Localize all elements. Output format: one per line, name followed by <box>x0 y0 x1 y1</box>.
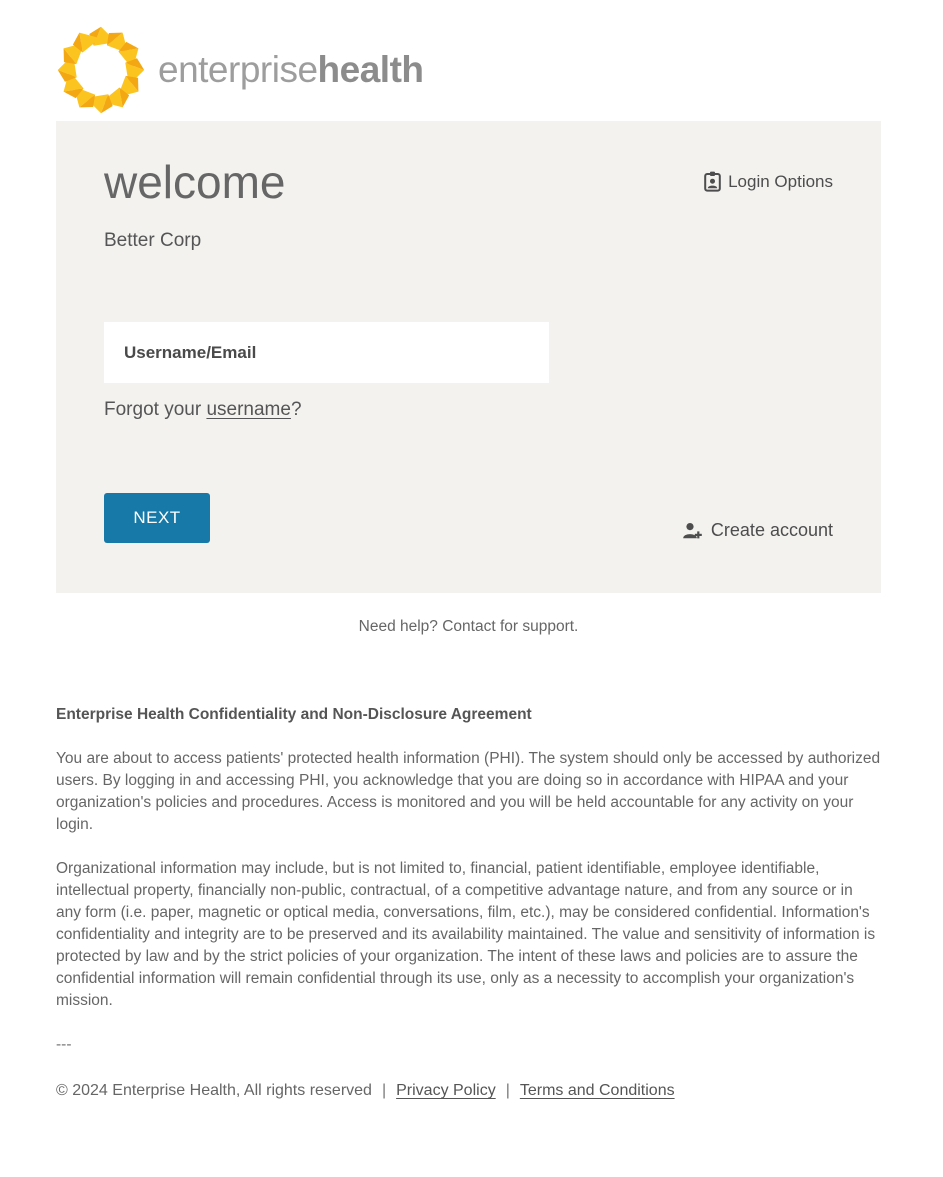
card-header <box>104 155 833 209</box>
forgot-prefix: Forgot your <box>104 399 207 420</box>
next-button[interactable]: NEXT <box>104 493 210 543</box>
page-container <box>56 0 881 1152</box>
sunburst-logo-icon <box>56 25 146 115</box>
brand-bold: health <box>317 49 424 90</box>
username-input[interactable] <box>104 322 549 383</box>
page-footer <box>56 1082 881 1152</box>
brand-light: enterprise <box>158 49 318 90</box>
privacy-policy-link[interactable]: Privacy Policy <box>396 1082 496 1099</box>
organization-name: Better Corp <box>104 230 202 251</box>
id-badge-icon <box>704 171 721 192</box>
footer-separator: | <box>505 1082 510 1099</box>
enterprise-health-logo <box>56 0 881 98</box>
login-options-label: Login Options <box>728 171 833 191</box>
create-account-label: Create account <box>710 520 833 540</box>
card-actions <box>104 493 833 543</box>
copyright-text: © 2024 Enterprise Health, All rights reserved <box>56 1082 372 1099</box>
agreement-heading: Enterprise Health Confidentiality and Non-Disclosure Agreement <box>56 706 532 723</box>
footer-separator: | <box>381 1082 387 1099</box>
confidentiality-agreement <box>56 704 881 1056</box>
welcome-title: welcome <box>104 156 286 208</box>
agreement-paragraph-2: Organizational information may include, but is not limited to, financial, patient identifiable, employee identifiable, intellectual property, financially non-public, contractual, of a competitive advantage nature, and from any source or in any form (i.e. paper, magnetic or optical media, conversations, film, etc.), may be considered confidential. Information's confidentiality and integrity are to be preserved and its availability maintained. The value and sensitivity of information is protected by law and by the strict policies of your organization. The intent of these laws and policies are to assure the confidential information will remain confidential through its use, only as a necessity to accomplish your organization's mission. <box>56 860 876 1009</box>
forgot-suffix: ? <box>290 399 302 420</box>
login-card <box>56 121 881 593</box>
create-account-button[interactable] <box>682 520 833 543</box>
help-text: Need help? Contact for support. <box>358 618 579 635</box>
dash-divider: --- <box>56 1036 72 1053</box>
terms-and-conditions-link[interactable]: Terms and Conditions <box>519 1082 675 1099</box>
agreement-paragraph-1: You are about to access patients' protected health information (PHI). The system should only be accessed by authorized users. By logging in and accessing PHI, you acknowledge that you are doing so in accordance with HIPAA and your organization's policies and procedures. Access is monitored and you will be held accountable for any activity on your login. <box>56 750 881 833</box>
forgot-username-line <box>104 399 833 421</box>
login-options-button[interactable] <box>704 171 833 192</box>
forgot-username-link[interactable]: username <box>206 399 291 420</box>
person-add-icon <box>682 522 703 539</box>
brand-wordmark <box>158 49 424 91</box>
